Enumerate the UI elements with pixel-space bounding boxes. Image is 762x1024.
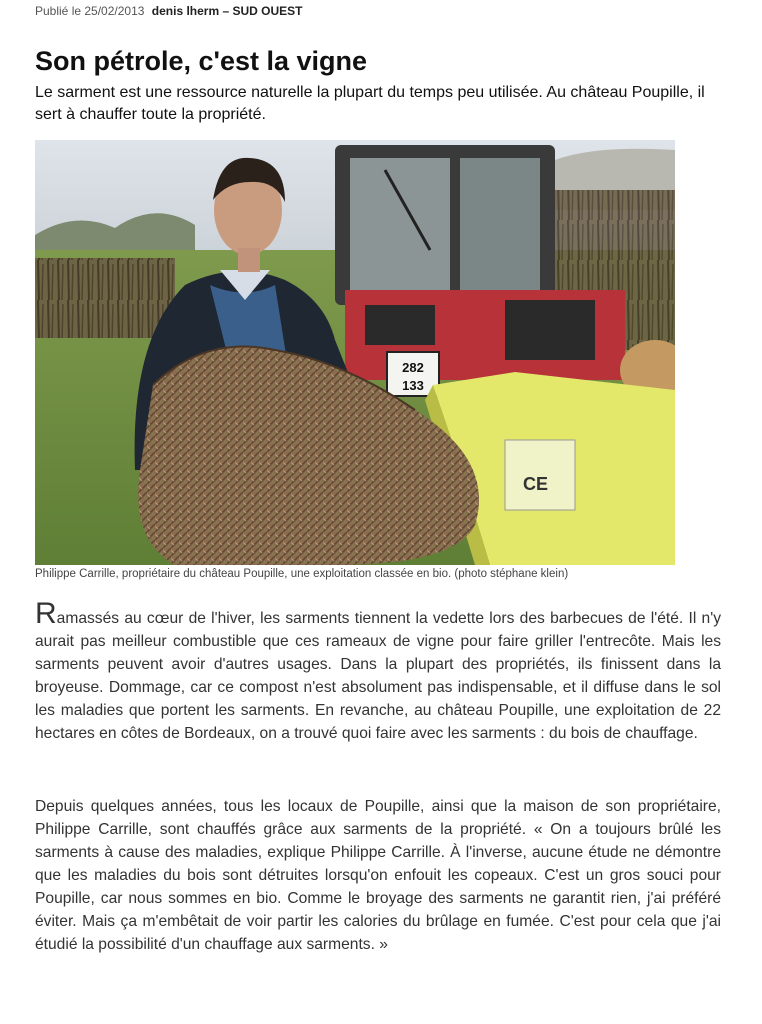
plate-line-1: 282 [402, 360, 424, 375]
author-byline: denis lherm – SUD OUEST [151, 4, 303, 18]
drop-cap: R [35, 597, 57, 630]
publish-date: Publié le 25/02/2013 [35, 4, 145, 18]
article-meta [35, 4, 302, 18]
ce-mark: CE [523, 474, 549, 494]
article-headline: Son pétrole, c'est la vigne [35, 46, 368, 76]
photo-caption: Philippe Carrille, propriétaire du château Poupille, une exploitation classée en bio. (photo stéphane klein) [35, 568, 569, 580]
article-lead: Le sarment est une ressource naturelle la plupart du temps peu utilisée. Au château Poupille, il sert à chauffer toute la propriété. [35, 84, 705, 123]
article-photo [35, 140, 675, 565]
article-paragraph-2: Depuis quelques années, tous les locaux de Poupille, ainsi que la maison de son propriétaire, Philippe Carrille, sont chauffés grâce aux sarments de la propriété. « On a toujours brûlé les sarments à cause des maladies, explique Philippe Carrille. À l'inverse, aucune étude ne démontre que les maladies du bois sont détruites lorsqu'on enfouit les copeaux. C'est un gros souci pour Poupille, car nous sommes en bio. Comme le broyage des sarments ne garantit rien, j'ai préféré éviter. Mais ça m'embêtait de voir partir les calories du brûlage en fumée. C'est pour cela que j'ai étudié la possibilité d'un chauffage aux sarments. » [35, 798, 721, 953]
article-paragraph-1 [35, 597, 721, 745]
plate-line-2: 133 [402, 378, 424, 393]
paragraph-1-text: amassés au cœur de l'hiver, les sarments tiennent la vedette lors des barbecues de l'été. Il n'y aurait pas meilleur combustible que ces rameaux de vigne pour faire griller l'entrecôte. Mais les sarments peuvent avoir d'autres usages. Dans la plupart des propriétés, ils finissent dans la broyeuse. Dommage, car ce compost n'est absolument pas indispensable, et il diffuse dans le sol les maladies que portent les sarments. En revanche, au château Poupille, une exploitation de 22 hectares en côtes de Bordeaux, on a trouvé quoi faire avec les sarments : du bois de chauffage. [35, 610, 721, 742]
